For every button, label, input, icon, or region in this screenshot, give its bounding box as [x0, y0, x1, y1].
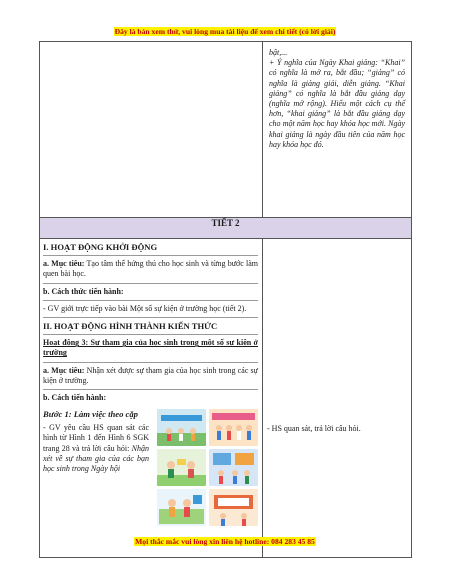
preview-banner: [0, 27, 450, 36]
section-heading: I. HOẠT ĐỘNG KHỞI ĐỘNG: [43, 239, 258, 256]
illustration-1: [157, 409, 206, 446]
section-header: TIẾT 2: [40, 218, 412, 239]
illustration-2: [209, 409, 258, 446]
illustration-6: [209, 489, 258, 526]
illustration-5: [157, 489, 206, 526]
teacher-activity-cell: [40, 239, 263, 558]
goal-text: Tạo tâm thế hứng thú cho học sinh và từng bước làm quen bài học.: [43, 259, 259, 279]
textbook-illustrations: [157, 409, 258, 526]
procedure-label: b. Cách tiến hành:: [43, 393, 107, 403]
hotline-banner-text: Mọi thắc mắc vui lòng xin liên hệ hotline: 084 283 45 85: [135, 537, 315, 546]
section-heading: II. HOẠT ĐỘNG HÌNH THÀNH KIẾN THỨC: [43, 318, 258, 335]
step-instruction: [43, 423, 149, 474]
goal-label: a. Mục tiêu:: [43, 365, 85, 375]
table-row: [40, 239, 412, 558]
table-row: [40, 218, 412, 239]
goal-label: a. Mục tiêu:: [43, 259, 85, 269]
illustration-4: [209, 449, 258, 486]
illustration-3: [157, 449, 206, 486]
empty-cell: [40, 42, 263, 218]
goal-text: Nhận xét được sự tham gia của học sinh trong các sự kiện ở trường.: [43, 365, 258, 385]
step-title: Bước 1: Làm việc theo cặp: [43, 409, 138, 420]
step-instruction-text: - GV yêu cầu HS quan sát các hình từ Hình 1 đến Hình 6 SGK trang 28 và trả lời câu hỏi:: [43, 423, 149, 453]
activity-title: Hoạt động 3: Sự tham gia của học sinh trong một số sự kiện ở trường: [43, 335, 258, 362]
step-block: [43, 406, 258, 526]
goal-paragraph: [43, 256, 258, 283]
continued-text: bật,...: [269, 48, 288, 57]
step-instruction-italic: Nhận xét về sự tham gia của các bạn học sinh trong Ngày hội: [43, 443, 149, 474]
goal-paragraph: [43, 363, 258, 390]
hotline-banner: [0, 537, 450, 546]
method-text: - GV giới trực tiếp vào bài Một số sự kiện ở trường học (tiết 2).: [43, 301, 258, 318]
preview-banner-text: Đây là bản xem thử, vui lòng mua tài liệu để xem chi tiết (có lời giải): [114, 27, 336, 36]
table-row: [40, 42, 412, 218]
meaning-text: + Ý nghĩa của Ngày Khai giảng: “Khai” có nghĩa là mở ra, bắt đầu; “giảng” có nghĩa là giảng giải, diễn giảng. “Khai giảng” có nghĩa là bắt đầu giảng dạy (nghĩa mở rộng). Hiểu một cách cụ thể hơn, “khai giảng” là bắt đầu giảng dạy cho một năm học hay khóa học mới. Ngày khai giảng là ngày đầu tiên của năm học hay khóa học đó.: [269, 58, 405, 149]
step-text: [43, 409, 149, 526]
method-label: b. Cách thức tiến hành:: [43, 284, 258, 301]
student-response: - HS quan sát, trả lời câu hỏi.: [267, 424, 361, 433]
student-activity-cell: [263, 239, 412, 558]
student-activity-cell: [263, 42, 412, 218]
lesson-table: [39, 41, 412, 558]
